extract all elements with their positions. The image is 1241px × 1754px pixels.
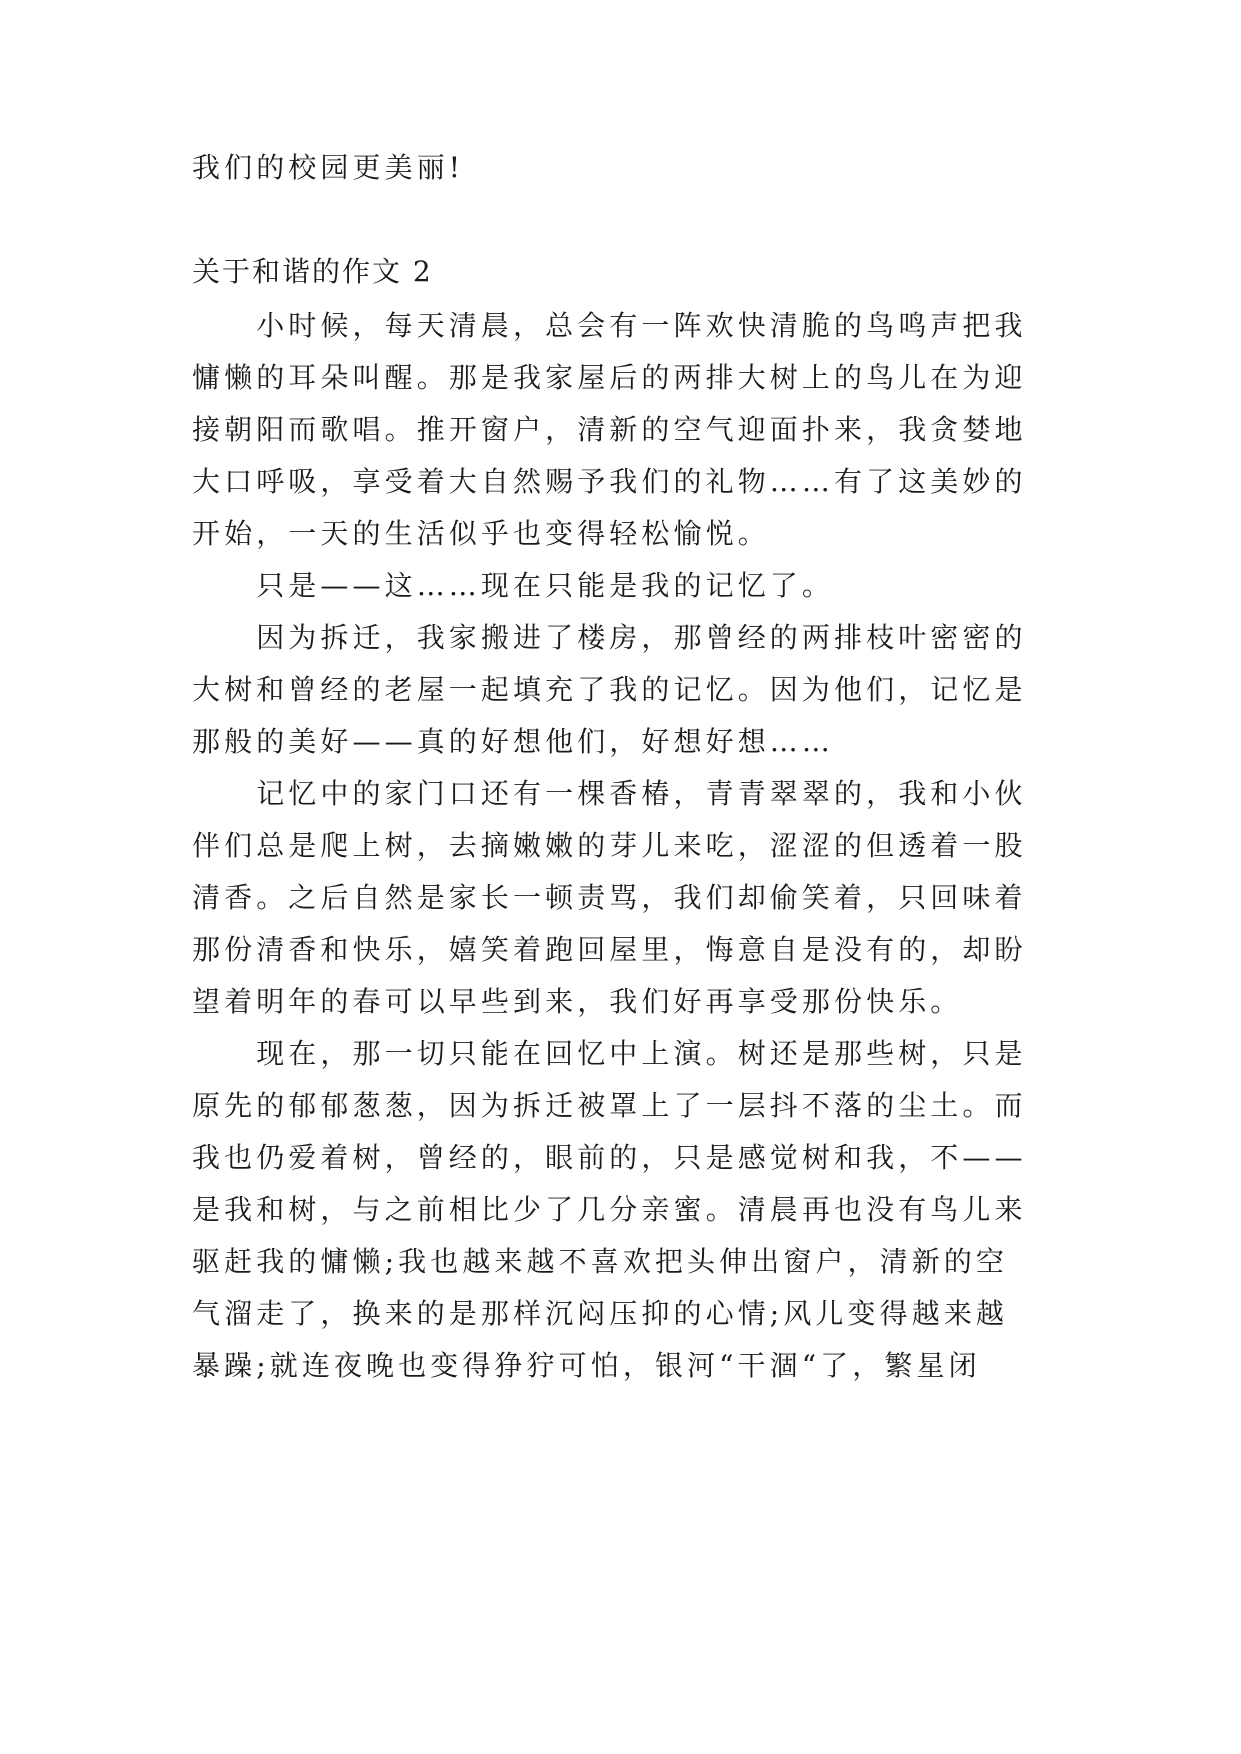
- text-line: 那份清香和快乐，嬉笑着跑回屋里，悔意自是没有的，却盼: [192, 933, 1027, 966]
- text-line: 小时候，每天清晨，总会有一阵欢快清脆的鸟鸣声把我: [192, 309, 1027, 342]
- text-line: 现在，那一切只能在回忆中上演。树还是那些树，只是: [192, 1037, 1027, 1070]
- essay-heading: 关于和谐的作文 2: [192, 255, 433, 288]
- text-line: 开始，一天的生活似乎也变得轻松愉悦。: [192, 517, 770, 550]
- text-line: 伴们总是爬上树，去摘嫩嫩的芽儿来吃，涩涩的但透着一股: [192, 829, 1027, 862]
- text-line: 大口呼吸，享受着大自然赐予我们的礼物……有了这美妙的: [192, 465, 1027, 498]
- text-line: 只是——这……现在只能是我的记忆了。: [192, 569, 835, 602]
- text-line: 是我和树，与之前相比少了几分亲蜜。清晨再也没有鸟儿来: [192, 1193, 1027, 1226]
- text-line: 那般的美好——真的好想他们，好想好想……: [192, 725, 835, 758]
- text-line: 记忆中的家门口还有一棵香椿，青青翠翠的，我和小伙: [192, 777, 1027, 810]
- text-line: 驱赶我的慵懒;我也越来越不喜欢把头伸出窗户，清新的空: [192, 1245, 1009, 1278]
- text-line: 气溜走了，换来的是那样沉闷压抑的心情;风儿变得越来越: [192, 1297, 1009, 1330]
- text-line: 慵懒的耳朵叫醒。那是我家屋后的两排大树上的鸟儿在为迎: [192, 361, 1027, 394]
- text-line: 接朝阳而歌唱。推开窗户，清新的空气迎面扑来，我贪婪地: [192, 413, 1027, 446]
- text-line: 暴躁;就连夜晚也变得狰狞可怕，银河“干涸“了，繁星闭: [192, 1349, 981, 1382]
- text-line: 原先的郁郁葱葱，因为拆迁被罩上了一层抖不落的尘土。而: [192, 1089, 1027, 1122]
- text-line: 大树和曾经的老屋一起填充了我的记忆。因为他们，记忆是: [192, 673, 1027, 706]
- text-line: 因为拆迁，我家搬进了楼房，那曾经的两排枝叶密密的: [192, 621, 1027, 654]
- text-line: 望着明年的春可以早些到来，我们好再享受那份快乐。: [192, 985, 963, 1018]
- text-line: 我们的校园更美丽!: [192, 151, 465, 184]
- text-line: 我也仍爱着树，曾经的，眼前的，只是感觉树和我，不——: [192, 1141, 1027, 1174]
- text-line: 清香。之后自然是家长一顿责骂，我们却偷笑着，只回味着: [192, 881, 1027, 914]
